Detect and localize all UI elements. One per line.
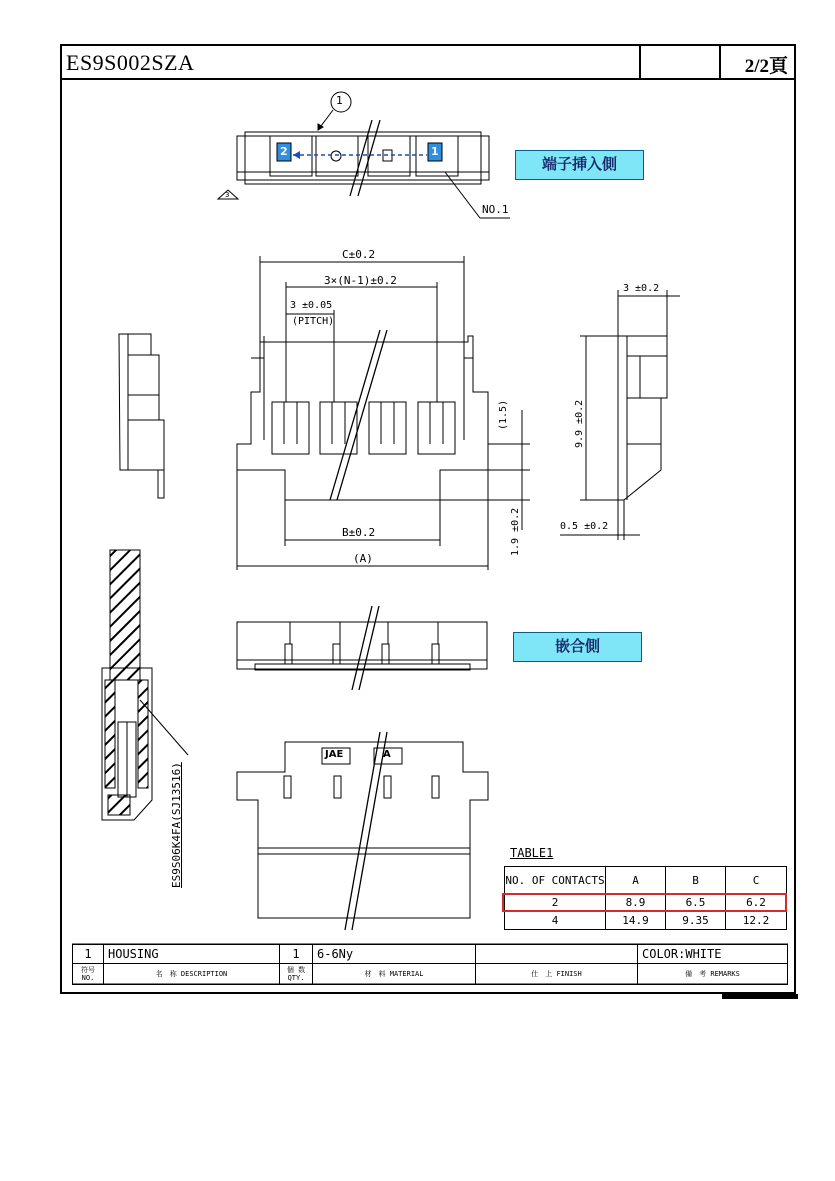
bottom-view bbox=[237, 732, 488, 930]
bill-of-materials bbox=[72, 944, 788, 985]
table1-cell: 6.2 bbox=[726, 894, 787, 912]
item-balloon-label: 1 bbox=[336, 94, 343, 107]
no1-label: NO.1 bbox=[482, 203, 509, 216]
table1-highlight bbox=[502, 893, 787, 912]
pin-1-label: 1 bbox=[431, 145, 439, 158]
terminal-insertion-side-label: 端子挿入側 bbox=[515, 150, 644, 180]
bom-finish bbox=[476, 945, 638, 964]
dim-c: C±0.2 bbox=[342, 248, 376, 261]
dim-a: (A) bbox=[353, 552, 373, 565]
table1-header: A bbox=[606, 867, 666, 894]
table1-cell: 2 bbox=[505, 894, 606, 912]
dim-side-base: 0.5 ±0.2 bbox=[560, 521, 609, 532]
page-number: 2/2頁 bbox=[744, 56, 788, 77]
table1-header: C bbox=[726, 867, 787, 894]
bom-no: 1 bbox=[73, 945, 104, 964]
bom-header-no: 符号 NO. bbox=[73, 964, 104, 985]
table-row bbox=[505, 912, 787, 930]
table1-cell: 12.2 bbox=[726, 912, 787, 930]
table1-caption: TABLE1 bbox=[510, 846, 554, 860]
table1-cell: 8.9 bbox=[606, 894, 666, 912]
bom-header-material: 材 料 MATERIAL bbox=[313, 964, 476, 985]
bom-qty: 1 bbox=[280, 945, 313, 964]
front-view bbox=[237, 256, 530, 570]
bom-header-qty: 個 数 QTY. bbox=[280, 964, 313, 985]
dim-1-5: (1.5) bbox=[498, 399, 509, 430]
bom-material: 6-6Ny bbox=[313, 945, 476, 964]
section-part-number: ES9S06K4FA(SJ13516) bbox=[170, 762, 183, 888]
revision-triangle-label: 3 bbox=[225, 191, 230, 199]
table1-cell: 6.5 bbox=[666, 894, 726, 912]
bom-remarks: COLOR:WHITE bbox=[638, 945, 788, 964]
dim-pitch: 3 ±0.05 bbox=[290, 300, 333, 311]
bom-header-description: 名 称 DESCRIPTION bbox=[104, 964, 280, 985]
a-mark: A bbox=[383, 749, 391, 760]
dim-side-height: 9.9 ±0.2 bbox=[574, 399, 585, 448]
table-row bbox=[73, 945, 788, 964]
table1-header: B bbox=[666, 867, 726, 894]
drawing-number: ES9S002SZA bbox=[66, 50, 195, 75]
left-side-view bbox=[119, 334, 164, 498]
dim-n-pitch: 3×(N-1)±0.2 bbox=[324, 274, 397, 287]
mating-view bbox=[237, 606, 487, 690]
bom-name: HOUSING bbox=[104, 945, 280, 964]
table1-cell: 4 bbox=[505, 912, 606, 930]
jae-mark: JAE bbox=[325, 749, 344, 760]
table1-cell: 9.35 bbox=[666, 912, 726, 930]
dim-1-9: 1.9 ±0.2 bbox=[510, 507, 521, 556]
dim-side-width: 3 ±0.2 bbox=[623, 283, 660, 294]
top-view bbox=[218, 92, 510, 218]
table1-header: NO. OF CONTACTS bbox=[505, 867, 606, 894]
dim-b: B±0.2 bbox=[342, 526, 376, 539]
bom-header-finish: 仕 上 FINISH bbox=[476, 964, 638, 985]
table1-cell: 14.9 bbox=[606, 912, 666, 930]
pin-2-label: 2 bbox=[280, 145, 288, 158]
bom-header-remarks: 備 考 REMARKS bbox=[638, 964, 788, 985]
mating-side-label: 嵌合側 bbox=[513, 632, 642, 662]
dim-pitch-note: (PITCH) bbox=[292, 316, 335, 327]
bom-header-row bbox=[73, 964, 788, 985]
